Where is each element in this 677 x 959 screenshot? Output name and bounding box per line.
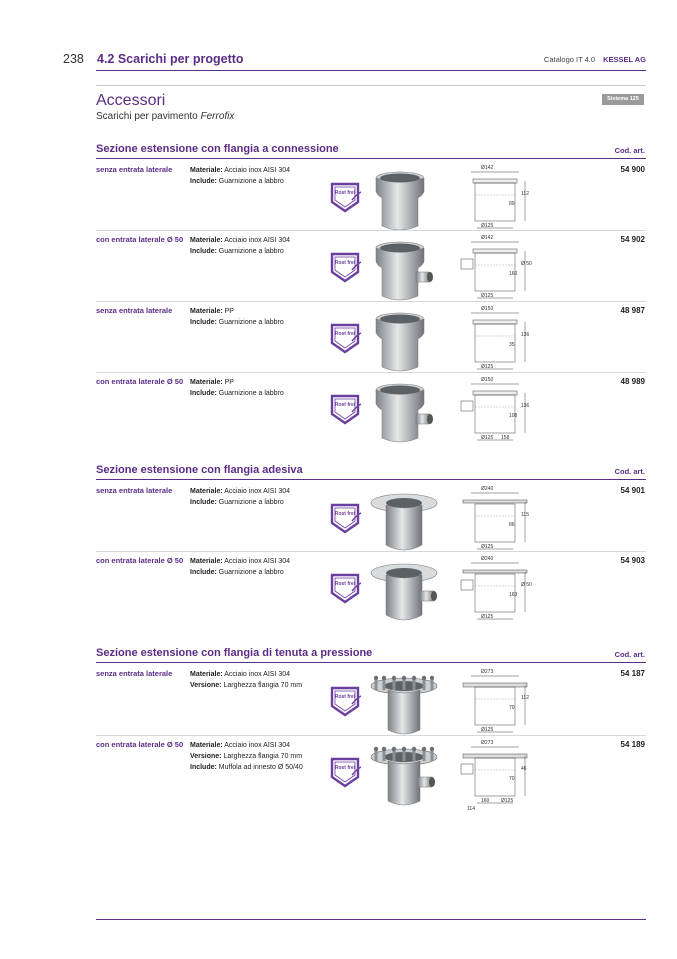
article-code: 54 900: [620, 165, 645, 174]
row-description: [190, 306, 284, 328]
code-column-header: Cod. art.: [614, 146, 645, 155]
dimension-label: 160: [509, 271, 518, 277]
logo-text: Rost frei: [334, 765, 356, 771]
spec-line: [190, 567, 290, 578]
material-label: Materiale:: [190, 237, 223, 244]
spec-line: [190, 176, 290, 187]
product-image: [370, 559, 440, 629]
row-description: [190, 377, 284, 399]
dimension-label: Ø142: [481, 165, 494, 171]
dimension-label: Ø 50: [521, 261, 532, 267]
article-code: 54 902: [620, 235, 645, 244]
technical-drawing: [455, 165, 535, 235]
brand-label: KESSEL AG: [603, 55, 646, 64]
rost-frei-logo-icon: [328, 755, 362, 789]
spec-value: Larghezza flangia 70 mm: [223, 682, 303, 689]
page-subtitle: [96, 111, 234, 122]
dimension-label: 108: [509, 413, 518, 419]
section-divider: [96, 662, 646, 663]
dimension-label: Ø125: [481, 293, 494, 299]
row-type-label: senza entrata laterale: [96, 486, 173, 495]
dimension-label: 112: [521, 191, 529, 197]
product-image: [370, 489, 440, 559]
dimension-label: 70: [509, 776, 515, 782]
section-divider: [96, 479, 646, 480]
spec-line: [190, 317, 284, 328]
section-title: 4.2 Scarichi per progetto: [97, 52, 244, 66]
dimension-label: Ø273: [481, 740, 494, 746]
row-description: [190, 165, 290, 187]
technical-drawing: [455, 669, 535, 739]
row-type-label: con entrata laterale Ø 50: [96, 556, 184, 565]
spec-value: Guarnizione a labbro: [218, 319, 284, 326]
row-type-label: senza entrata laterale: [96, 669, 173, 678]
dimension-label: 114: [467, 806, 475, 812]
material-line: [190, 306, 284, 317]
material-value: Acciaio inox AISI 304: [224, 558, 291, 565]
spec-line: [190, 751, 303, 762]
spec-label: Include:: [190, 569, 217, 576]
row-description: [190, 556, 290, 578]
row-type-label: senza entrata laterale: [96, 306, 173, 315]
rost-frei-logo-icon: [328, 684, 362, 718]
dimension-label: 112: [521, 695, 529, 701]
header-right: [544, 55, 646, 64]
product-image: [370, 309, 440, 379]
header-divider: [96, 70, 646, 71]
material-label: Materiale:: [190, 742, 223, 749]
spec-label: Include:: [190, 178, 217, 185]
page-number: 238: [63, 52, 84, 66]
rost-frei-logo-icon: [328, 571, 362, 605]
logo-text: Rost frei: [334, 694, 356, 700]
material-value: Acciaio inox AISI 304: [224, 167, 291, 174]
material-line: [190, 235, 290, 246]
technical-drawing: [455, 235, 535, 305]
dimension-label: 86: [509, 522, 515, 528]
product-image: [370, 672, 440, 742]
catalog-label: Catalogo IT 4.0: [543, 55, 596, 64]
row-description: [190, 669, 302, 691]
row-type-label: con entrata laterale Ø 50: [96, 377, 184, 386]
article-code: 48 989: [620, 377, 645, 386]
dimension-label: Ø125: [481, 223, 494, 229]
row-divider: [96, 230, 646, 231]
dimension-label: Ø125: [481, 727, 494, 733]
article-code: 54 187: [620, 669, 645, 678]
intro-divider: [96, 85, 646, 86]
material-label: Materiale:: [190, 308, 223, 315]
rost-frei-logo-icon: [328, 501, 362, 535]
material-value: Acciaio inox AISI 304: [224, 237, 291, 244]
spec-label: Include:: [190, 764, 217, 771]
product-image: [370, 380, 440, 450]
material-value: PP: [224, 379, 234, 386]
article-code: 54 189: [620, 740, 645, 749]
technical-drawing: [455, 740, 535, 810]
spec-label: Include:: [190, 499, 217, 506]
spec-line: [190, 388, 284, 399]
dimension-label: Ø150: [481, 377, 494, 383]
logo-text: Rost frei: [334, 190, 356, 196]
dimension-label: 158: [501, 435, 510, 441]
dimension-label: Ø240: [481, 556, 494, 562]
code-column-header: Cod. art.: [614, 467, 645, 476]
row-type-label: senza entrata laterale: [96, 165, 173, 174]
material-line: [190, 377, 284, 388]
spec-value: Guarnizione a labbro: [218, 178, 284, 185]
technical-drawing: [455, 377, 535, 447]
material-label: Materiale:: [190, 167, 223, 174]
dimension-label: 136: [521, 332, 530, 338]
dimension-label: 70: [509, 705, 515, 711]
material-value: Acciaio inox AISI 304: [224, 742, 291, 749]
badge-value: 125: [629, 96, 639, 102]
spec-value: Muffola ad innesto Ø 50/40: [218, 764, 303, 771]
spec-value: Guarnizione a labbro: [218, 248, 284, 255]
material-line: [190, 556, 290, 567]
article-code: 54 903: [620, 556, 645, 565]
row-type-label: con entrata laterale Ø 50: [96, 235, 184, 244]
row-divider: [96, 372, 646, 373]
product-image: [370, 168, 440, 238]
spec-line: [190, 680, 302, 691]
system-badge: [602, 94, 644, 105]
dimension-label: Ø125: [481, 364, 494, 370]
technical-drawing: [455, 486, 535, 556]
article-code: 54 901: [620, 486, 645, 495]
spec-value: Larghezza flangia 70 mm: [223, 753, 303, 760]
rost-frei-logo-icon: [328, 392, 362, 426]
article-code: 48 987: [620, 306, 645, 315]
material-label: Materiale:: [190, 488, 223, 495]
dimension-label: Ø125: [481, 544, 494, 550]
spec-label: Include:: [190, 319, 217, 326]
row-description: [190, 235, 290, 257]
row-divider: [96, 735, 646, 736]
row-description: [190, 486, 290, 508]
material-value: Acciaio inox AISI 304: [224, 671, 291, 678]
dimension-label: Ø 50: [521, 582, 532, 588]
spec-line: [190, 762, 303, 773]
material-value: PP: [224, 308, 234, 315]
dimension-label: Ø125: [481, 435, 494, 441]
spec-label: Versione:: [190, 682, 222, 689]
section-heading: Sezione estensione con flangia a connessione: [96, 143, 339, 155]
material-line: [190, 740, 303, 751]
row-description: [190, 740, 303, 773]
technical-drawing: [455, 306, 535, 376]
section-heading: Sezione estensione con flangia di tenuta a pressione: [96, 647, 373, 659]
logo-text: Rost frei: [334, 260, 356, 266]
rost-frei-logo-icon: [328, 321, 362, 355]
rost-frei-logo-icon: [328, 250, 362, 284]
rost-frei-logo-icon: [328, 180, 362, 214]
spec-label: Versione:: [190, 753, 222, 760]
dimension-label: Ø240: [481, 486, 494, 492]
spec-label: Include:: [190, 390, 217, 397]
material-label: Materiale:: [190, 558, 223, 565]
row-divider: [96, 301, 646, 302]
dimension-label: 160: [481, 798, 490, 804]
dimension-label: 136: [521, 403, 530, 409]
row-type-label: con entrata laterale Ø 50: [96, 740, 184, 749]
logo-text: Rost frei: [334, 511, 356, 517]
section-heading: Sezione estensione con flangia adesiva: [96, 464, 303, 476]
logo-text: Rost frei: [334, 581, 356, 587]
subtitle-prefix: Scarichi per pavimento: [96, 111, 198, 122]
material-label: Materiale:: [190, 379, 223, 386]
spec-value: Guarnizione a labbro: [218, 390, 284, 397]
dimension-label: 115: [521, 512, 529, 518]
dimension-label: 163: [509, 592, 518, 598]
badge-label: Sistema: [607, 96, 629, 102]
spec-line: [190, 497, 290, 508]
material-label: Materiale:: [190, 671, 223, 678]
footer-divider: [96, 919, 646, 920]
section-divider: [96, 158, 646, 159]
spec-value: Guarnizione a labbro: [218, 569, 284, 576]
material-line: [190, 165, 290, 176]
logo-text: Rost frei: [334, 331, 356, 337]
page-title: Accessori: [96, 92, 166, 109]
code-column-header: Cod. art.: [614, 650, 645, 659]
material-value: Acciaio inox AISI 304: [224, 488, 291, 495]
product-image: [370, 238, 440, 308]
dimension-label: 46: [521, 766, 527, 772]
dimension-label: Ø150: [481, 306, 494, 312]
product-image: [370, 743, 440, 813]
dimension-label: Ø273: [481, 669, 494, 675]
technical-drawing: [455, 556, 535, 626]
dimension-label: Ø142: [481, 235, 494, 241]
dimension-label: Ø125: [501, 798, 514, 804]
dimension-label: Ø125: [481, 614, 494, 620]
spec-value: Guarnizione a labbro: [218, 499, 284, 506]
material-line: [190, 486, 290, 497]
subtitle-product: Ferrofix: [200, 111, 235, 122]
dimension-label: 89: [509, 201, 515, 207]
dimension-label: 35: [509, 342, 515, 348]
spec-label: Include:: [190, 248, 217, 255]
logo-text: Rost frei: [334, 402, 356, 408]
spec-line: [190, 246, 290, 257]
row-divider: [96, 551, 646, 552]
material-line: [190, 669, 302, 680]
